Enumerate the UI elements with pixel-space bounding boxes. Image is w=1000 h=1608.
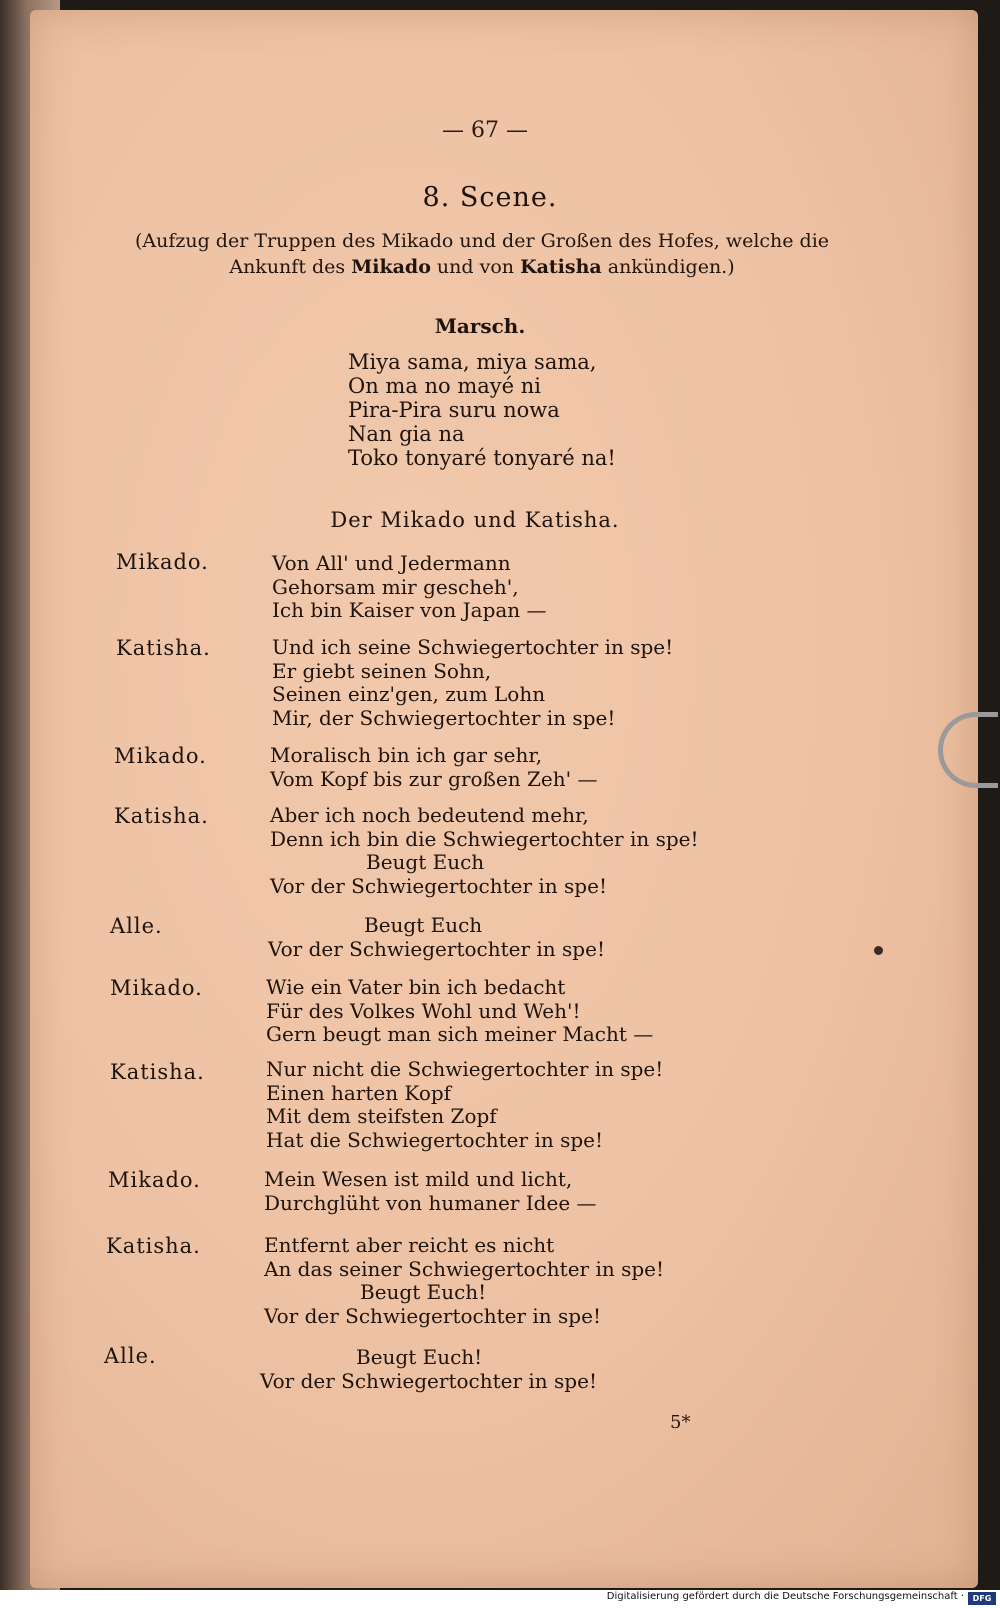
footer-text: Digitalisierung gefördert durch die Deutsche Forschungsgemeinschaft ·	[606, 1591, 964, 1602]
dialogue-line: Seinen einz'gen, zum Lohn	[272, 682, 546, 706]
dialogue-lines	[272, 636, 673, 730]
march-verse	[348, 350, 616, 470]
dialogue-lines	[260, 1346, 597, 1393]
dialogue-lines	[266, 976, 653, 1047]
speaker-name: Alle.	[110, 914, 163, 938]
stage-direction-line-2	[118, 254, 846, 280]
section-heading: Der Mikado und Katisha.	[330, 508, 620, 532]
dfg-logo: DFG	[968, 1592, 996, 1605]
stage-direction-katisha: Katisha	[520, 256, 602, 278]
dialogue-line: Wie ein Vater bin ich bedacht	[266, 975, 566, 999]
dialogue-line: Einen harten Kopf	[266, 1080, 452, 1105]
march-line: Pira-Pira suru nowa	[348, 398, 560, 422]
dialogue-line: Beugt Euch	[366, 850, 485, 874]
dialogue-line: Moralisch bin ich gar sehr,	[270, 743, 543, 767]
march-title: Marsch.	[434, 314, 526, 338]
dialogue-lines	[268, 914, 605, 961]
dialogue-line: Von All' und Jedermann	[272, 551, 511, 575]
march-line: On ma no mayé ni	[348, 374, 542, 398]
dialogue-line: Vom Kopf bis zur großen Zeh' —	[270, 766, 598, 791]
page-number: — 67 —	[442, 118, 528, 143]
dialogue-lines	[272, 552, 547, 623]
stage-direction-text: Ankunft des	[229, 256, 352, 278]
speaker-name: Mikado.	[108, 1168, 201, 1192]
stage-direction-text: ankündigen.)	[601, 256, 735, 278]
dialogue-line: Aber ich noch bedeutend mehr,	[270, 803, 589, 827]
dialogue-line: Mein Wesen ist mild und licht,	[264, 1167, 573, 1191]
scene-title: 8. Scene.	[422, 182, 558, 213]
speaker-name: Katisha.	[106, 1234, 201, 1258]
dialogue-line: Denn ich bin die Schwiegertochter in spe!	[270, 826, 699, 851]
dialogue-lines	[270, 804, 699, 898]
dialogue-line: Vor der Schwiegertochter in spe!	[270, 873, 607, 898]
dialogue-line: Durchglüht von humaner Idee —	[264, 1190, 597, 1215]
dialogue-lines	[266, 1058, 663, 1152]
dialogue-lines	[264, 1234, 664, 1328]
stage-direction	[118, 228, 846, 280]
signature-mark: 5*	[670, 1412, 691, 1433]
dialogue-line: Gehorsam mir gescheh',	[272, 574, 519, 599]
dialogue-line: Mir, der Schwiegertochter in spe!	[272, 705, 616, 730]
speaker-name: Katisha.	[114, 804, 209, 828]
dialogue-line: Ich bin Kaiser von Japan —	[272, 598, 547, 622]
stage-direction-line-1: (Aufzug der Truppen des Mikado und der Großen des Hofes, welche die	[134, 230, 830, 252]
march-line: Miya sama, miya sama,	[348, 350, 597, 374]
dialogue-line: Beugt Euch	[364, 913, 483, 937]
dialogue-line: Beugt Euch!	[360, 1280, 487, 1304]
dialogue-line: Vor der Schwiegertochter in spe!	[268, 936, 605, 961]
dialogue-line: Er giebt seinen Sohn,	[272, 658, 492, 683]
speaker-name: Alle.	[104, 1344, 157, 1368]
speaker-name: Katisha.	[116, 636, 211, 660]
dialogue-line: Für des Volkes Wohl und Weh'!	[266, 998, 581, 1023]
dialogue-line: Vor der Schwiegertochter in spe!	[260, 1368, 597, 1393]
dialogue-line: Gern beugt man sich meiner Macht —	[266, 1022, 654, 1046]
speaker-name: Mikado.	[110, 976, 203, 1000]
dialogue-line: An das seiner Schwiegertochter in spe!	[264, 1256, 665, 1281]
dialogue-line: Nur nicht die Schwiegertochter in spe!	[266, 1057, 664, 1081]
march-line: Nan gia na	[348, 422, 465, 446]
speaker-name: Katisha.	[110, 1060, 205, 1084]
dialogue-line: Hat die Schwiegertochter in spe!	[266, 1127, 604, 1152]
dialogue-line: Vor der Schwiegertochter in spe!	[264, 1303, 601, 1328]
dialogue-line: Und ich seine Schwiegertochter in spe!	[272, 635, 674, 659]
dialogue-line: Mit dem steifsten Zopf	[266, 1104, 497, 1128]
dialogue-lines	[270, 744, 597, 791]
march-line: Toko tonyaré tonyaré na!	[348, 446, 616, 470]
ink-spot	[874, 946, 883, 955]
stage-direction-text: und von	[430, 256, 521, 278]
dialogue-line: Beugt Euch!	[356, 1345, 483, 1369]
speaker-name: Mikado.	[114, 744, 207, 768]
dialogue-lines	[264, 1168, 597, 1215]
stage-direction-mikado: Mikado	[351, 256, 431, 278]
speaker-name: Mikado.	[116, 550, 209, 574]
dialogue-line: Entfernt aber reicht es nicht	[264, 1233, 555, 1257]
